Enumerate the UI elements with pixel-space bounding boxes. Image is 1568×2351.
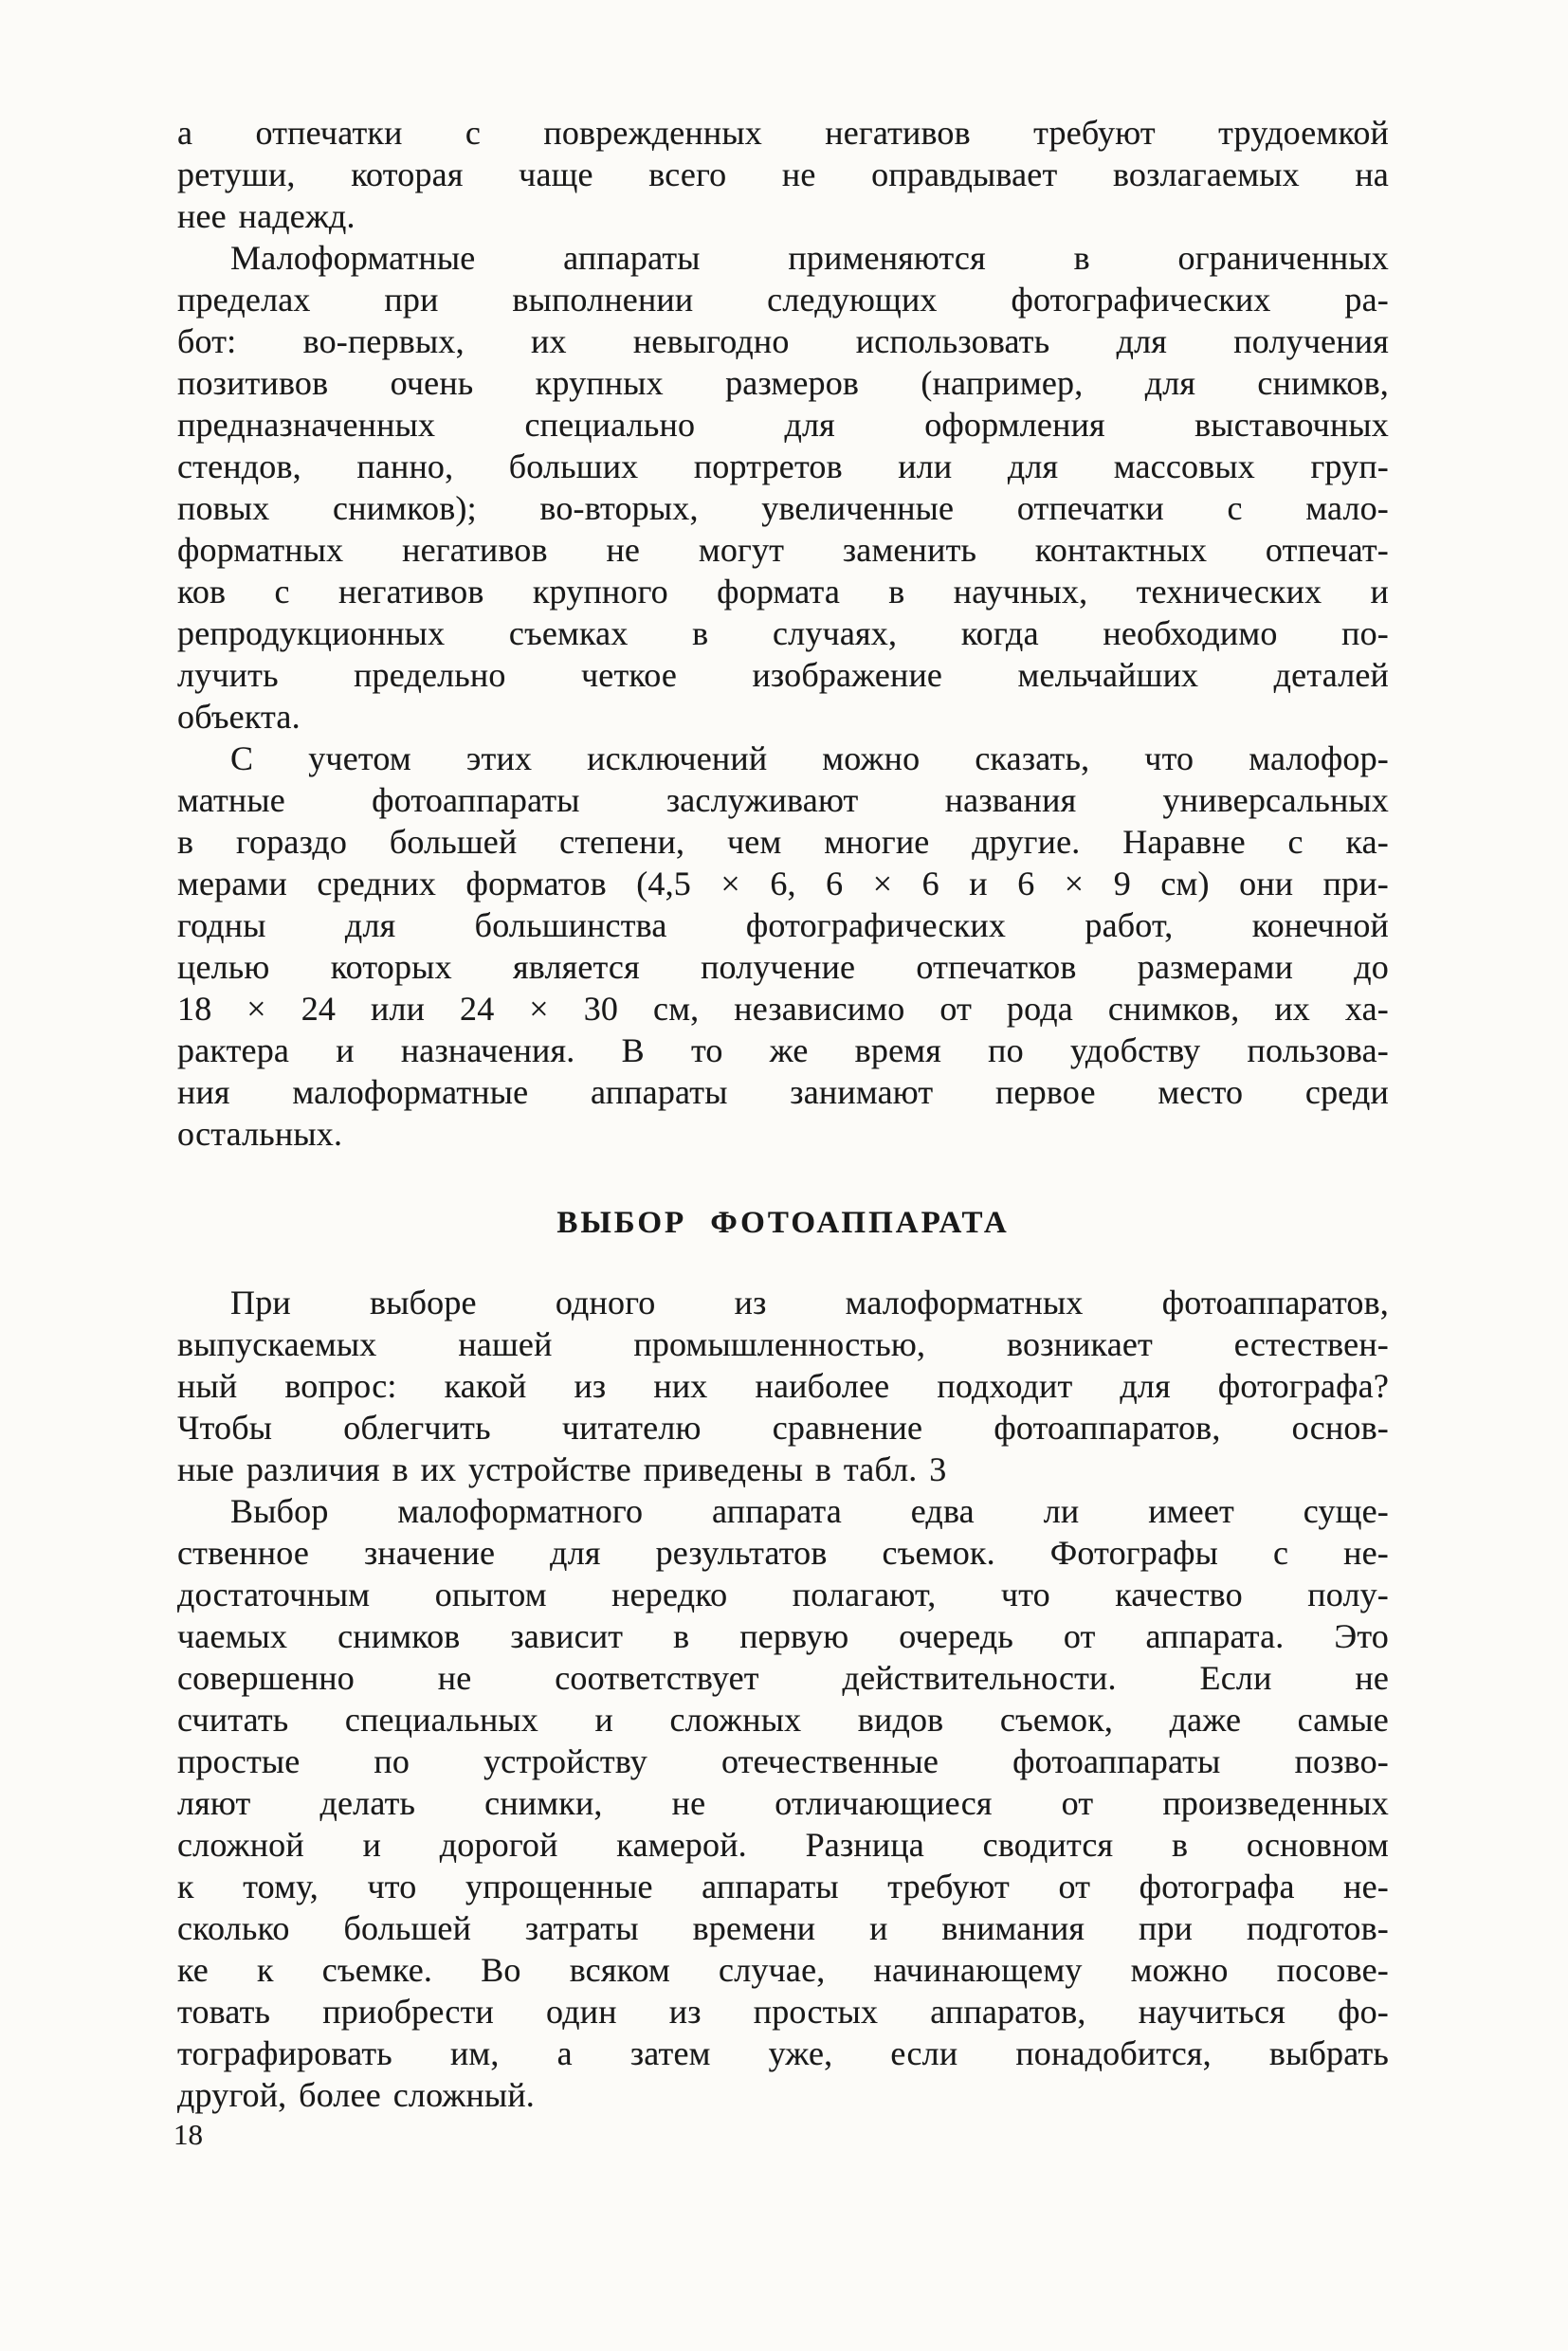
- text-line: другой, более сложный.: [177, 2076, 535, 2114]
- text-line: стендов, панно, больших портретов или для массовых груп-: [177, 447, 1389, 485]
- text-line: С учетом этих исключений можно сказать, что малофор-: [230, 739, 1389, 777]
- text-line: лучить предельно четкое изображение мельчайших деталей: [177, 656, 1389, 694]
- text-line: мерами средних форматов (4,5 × 6, 6 × 6 и 6 × 9 см) они при-: [177, 865, 1389, 902]
- section-heading: ВЫБОР ФОТОАППАРАТА: [556, 1206, 1010, 1240]
- text-line: ный вопрос: какой из них наиболее подходит для фотографа?: [177, 1367, 1389, 1405]
- paragraph: [177, 1282, 1389, 1490]
- text-line: в гораздо большей степени, чем многие другие. Наравне с ка-: [177, 823, 1389, 861]
- text-line: пределах при выполнении следующих фотографических ра-: [177, 281, 1389, 319]
- text-line: остальных.: [177, 1115, 343, 1153]
- text-line: достаточным опытом нередко полагают, что качество полу-: [177, 1576, 1389, 1613]
- text-line: Выбор малоформатного аппарата едва ли имеет суще-: [230, 1492, 1389, 1530]
- text-line: сложной и дорогой камерой. Разница сводится в основном: [177, 1826, 1389, 1864]
- text-line: При выборе одного из малоформатных фотоаппаратов,: [230, 1284, 1389, 1321]
- text-line: к тому, что упрощенные аппараты требуют от фотографа не-: [177, 1868, 1389, 1905]
- text-line: позитивов очень крупных размеров (например, для снимков,: [177, 364, 1389, 402]
- text-line: ков с негативов крупного формата в научных, технических и: [177, 573, 1389, 611]
- text-line: товать приобрести один из простых аппаратов, научиться фо-: [177, 1993, 1389, 2031]
- text-line: Чтобы облегчить читателю сравнение фотоаппаратов, основ-: [177, 1409, 1389, 1447]
- text-line: нее надежд.: [177, 197, 356, 235]
- text-line: матные фотоаппараты заслуживают названия универсальных: [177, 781, 1389, 819]
- text-line: простые по устройству отечественные фотоаппараты позво-: [177, 1742, 1389, 1780]
- text-line: тографировать им, а затем уже, если понадобится, выбрать: [177, 2034, 1389, 2072]
- text-line: годны для большинства фотографических работ, конечной: [177, 906, 1389, 944]
- text-line: ния малоформатные аппараты занимают первое место среди: [177, 1073, 1389, 1111]
- text-column: [177, 112, 1389, 2116]
- text-line: повых снимков); во-вторых, увеличенные отпечатки с мало-: [177, 489, 1389, 527]
- text-line: ке к съемке. Во всяком случае, начинающему можно посове-: [177, 1951, 1389, 1989]
- paragraph: [177, 738, 1389, 1155]
- text-line: объекта.: [177, 698, 301, 736]
- text-line: Малоформатные аппараты применяются в ограниченных: [230, 239, 1389, 277]
- text-line: ственное значение для результатов съемок. Фотографы с не-: [177, 1534, 1389, 1572]
- text-line: а отпечатки с поврежденных негативов требуют трудоемкой: [177, 114, 1389, 152]
- paragraph: [177, 237, 1389, 738]
- text-line: выпускаемых нашей промышленностью, возникает естествен-: [177, 1325, 1389, 1363]
- text-line: ляют делать снимки, не отличающиеся от произведенных: [177, 1784, 1389, 1822]
- paragraph: [177, 112, 1389, 237]
- page-number: 18: [173, 2118, 203, 2151]
- text-line: ретуши, которая чаще всего не оправдывает возлагаемых на: [177, 155, 1389, 193]
- text-line: сколько большей затраты времени и внимания при подготов-: [177, 1909, 1389, 1947]
- text-line: считать специальных и сложных видов съемок, даже самые: [177, 1701, 1389, 1739]
- text-line: репродукционных съемках в случаях, когда необходимо по-: [177, 614, 1389, 652]
- text-line: 18 × 24 или 24 × 30 см, независимо от рода снимков, их ха-: [177, 990, 1389, 1028]
- text-line: предназначенных специально для оформления выставочных: [177, 406, 1389, 444]
- text-line: чаемых снимков зависит в первую очередь от аппарата. Это: [177, 1617, 1389, 1655]
- text-line: бот: во-первых, их невыгодно использовать для получения: [177, 322, 1389, 360]
- text-line: рактера и назначения. В то же время по удобству пользова-: [177, 1031, 1389, 1069]
- text-line: целью которых является получение отпечатков размерами до: [177, 948, 1389, 986]
- text-line: совершенно не соответствует действительности. Если не: [177, 1659, 1389, 1697]
- text-line: форматных негативов не могут заменить контактных отпечат-: [177, 531, 1389, 569]
- text-line: ные различия в их устройстве приведены в табл. 3: [177, 1450, 947, 1488]
- paragraph: [177, 1490, 1389, 2116]
